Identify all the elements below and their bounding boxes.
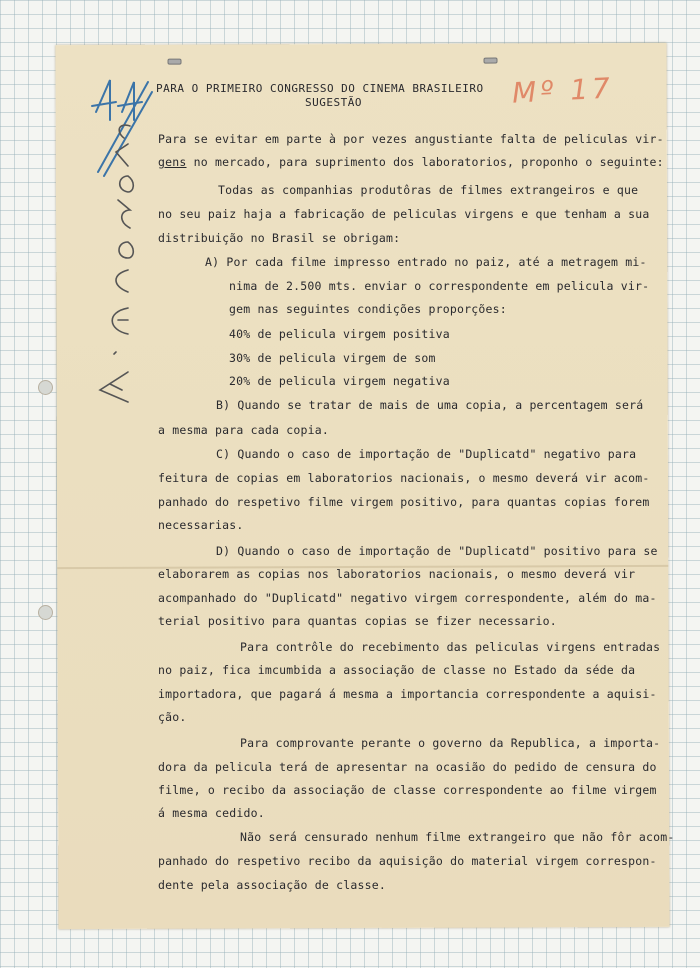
document-title: PARA O PRIMEIRO CONGRESSO DO CINEMA BRASILEIRO (156, 82, 484, 95)
percentage-line: 30% de pelicula virgem de som (229, 351, 436, 365)
item-c-line: feitura de copias em laboratorios nacionais, o mesmo deverá vir acom- (158, 471, 650, 485)
item-b-line: a mesma para cada copia. (158, 423, 329, 437)
paragraph-line: panhado do respetivo recibo da aquisição do material virgem correspon- (158, 854, 657, 868)
paragraph-line: ção. (158, 710, 187, 724)
paragraph-line: Para contrôle do recebimento das peliculas virgens entradas (240, 640, 661, 654)
paragraph-line: Para comprovante perante o governo da Republica, a importa- (240, 736, 661, 750)
document-subtitle: SUGESTÃO (305, 96, 362, 109)
intro-line: Para se evitar em parte à por vezes angustiante falta de peliculas vir- (158, 132, 664, 146)
paragraph-line: Todas as companhias produtôras de filmes extrangeiros e que (218, 183, 639, 197)
paragraph-line: importadora, que pagará á mesma a importancia correspondente a aquisi- (158, 687, 657, 701)
item-c-line: necessarias. (158, 518, 244, 532)
paragraph-line: dora da pelicula terá de apresentar na ocasião do pedido de censura do (158, 760, 657, 774)
paragraph-line: no seu paiz haja a fabricação de peliculas virgens e que tenham a sua (158, 207, 650, 221)
paragraph-line: dente pela associação de classe. (158, 878, 386, 892)
item-a-line: A) Por cada filme impresso entrado no paiz, até a metragem mi- (205, 255, 647, 269)
margin-annotation (88, 72, 158, 412)
punch-hole (38, 380, 53, 395)
staple-mark (168, 59, 182, 65)
item-d-line: elaborarem as copias nos laboratorios nacionais, o mesmo deverá vir (158, 567, 636, 581)
punch-hole (38, 605, 53, 620)
percentage-line: 40% de pelicula virgem positiva (229, 327, 450, 341)
percentage-line: 20% de pelicula virgem negativa (229, 374, 450, 388)
paragraph-line: filme, o recibo da associação de classe correspondente ao filme virgem (158, 783, 657, 797)
staple-mark (484, 58, 498, 64)
intro-line-rest: no mercado, para suprimento dos laboratorios, proponho o seguinte: (186, 155, 664, 169)
item-a-line: gem nas seguintes condições proporções: (229, 302, 507, 316)
item-d-line: acompanhado do "Duplicatd" negativo virgem correspondente, além do ma- (158, 591, 657, 605)
reference-number: Mº 17 (511, 71, 615, 110)
paragraph-line: no paiz, fica imcumbida a associação de classe no Estado da séde da (158, 663, 636, 677)
paragraph-line: distribuição no Brasil se obrigam: (158, 231, 401, 245)
item-a-line: nima de 2.500 mts. enviar o correspondente em pelicula vir- (229, 279, 650, 293)
item-d-line: D) Quando o caso de importação de "Duplicatd" positivo para se (216, 544, 658, 558)
item-d-line: terial positivo para quantas copias se fizer necessario. (158, 614, 557, 628)
paragraph-line: á mesma cedido. (158, 806, 265, 820)
item-b-line: B) Quando se tratar de mais de uma copia, a percentagem será (216, 398, 644, 412)
item-c-line: panhado do respetivo filme virgem positivo, para quantas copias forem (158, 495, 650, 509)
paragraph-line: Não será censurado nenhum filme extrangeiro que não fôr acom- (240, 830, 675, 844)
underlined-word: gens (158, 155, 187, 169)
intro-line (158, 155, 664, 169)
item-c-line: C) Quando o caso de importação de "Duplicatd" negativo para (216, 447, 637, 461)
